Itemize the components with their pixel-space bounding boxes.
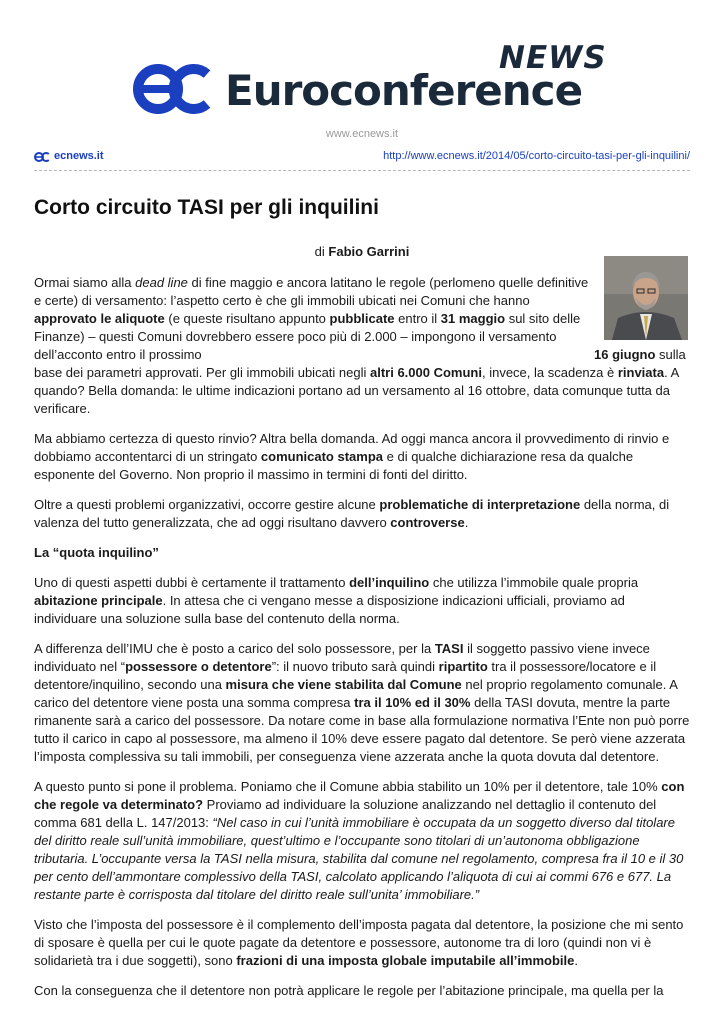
- paragraph-2: Ma abbiamo certezza di questo rinvio? Altra bella domanda. Ad oggi manca ancora il provvedimento di rinvio e dobbiamo accontentarci di un stringato comunicato stampa e di qualche dichiarazione resa da qualche esponente del Governo. Non proprio il massimo in termini di fonti del diritto.: [34, 431, 670, 482]
- logo-wordmark: Euroconference: [225, 66, 583, 115]
- paragraph-3: Oltre a questi problemi organizzativi, occorre gestire alcune problematiche di interpretazione della norma, di valenza del tutto generalizzata, che ad oggi risultano davvero controverse.: [34, 497, 670, 530]
- source-bar: [34, 150, 690, 166]
- article-url-link[interactable]: http://www.ecnews.it/2014/05/corto-circuito-tasi-per-gli-inquilini/: [383, 150, 690, 162]
- author-name: Fabio Garrini: [328, 244, 410, 259]
- ec-logo-icon: [133, 60, 213, 118]
- dashed-divider: [34, 170, 690, 171]
- paragraph-5: A differenza dell’IMU che è posto a carico del solo possessore, per la TASI il soggetto passivo viene invece individuato nel “possessore o detentore”: il nuovo tributo sarà quindi ripartito tra il possessore/locatore e il detentore/inquilino, secondo una misura che viene stabilita dal Comune nel proprio regolamento comunale. A carico del detentore viene posta una somma compresa tra il 10% ed il 30% della TASI dovuta, mentre la parte rimanente sarà a carico del possessore. Da notare come in base alla formulazione normativa l’Ente non può porre tutto il carico in capo al possessore, ma almeno il 10% deve essere pagato dal detentore. Se però viene azzerata l’imposta complessiva su tali immobili, per conseguenza viene azzerata anche la quota dovuta dal detentore.: [34, 641, 690, 764]
- section-heading: La “quota inquilino”: [34, 545, 159, 560]
- brand-link[interactable]: ecnews.it: [54, 150, 104, 162]
- logo-news-text: NEWS: [499, 40, 607, 76]
- paragraph-8: Con la conseguenza che il detentore non potrà applicare le regole per l’abitazione principale, ma quella per la: [34, 983, 664, 998]
- paragraph-4: Uno di questi aspetti dubbi è certamente il trattamento dell’inquilino che utilizza l’immobile quale propria abitazione principale. In attesa che ci vengano messe a disposizione indicazioni ufficiali, proviamo ad individuare una soluzione sulla base del contenuto della norma.: [34, 575, 639, 626]
- article-body: [34, 274, 690, 1012]
- euroconference-news-logo: [133, 40, 607, 116]
- byline-prefix: di: [314, 244, 329, 259]
- article-title: Corto circuito TASI per gli inquilini: [34, 196, 379, 219]
- paragraph-1: Ormai siamo alla dead line di fine maggio e ancora latitano le regole (perlomeno quelle definitive e certe) di versamento: l’aspetto certo è che gli immobili ubicati nei Comuni che hanno approvato le aliquote (e queste risultano appunto pubblicate entro il 31 maggio sul sito delle Finanze) – questi Comuni dovrebbero essere poco più di 2.000 – impongono il versamento dell’acconto entro il prossimo 16 giugno sulla base dei parametri approvati. Per gli immobili ubicati negli altri 6.000 Comuni, invece, la scadenza è rinviata. A quando? Bella domanda: le ultime indicazioni portano ad un versamento al 16 ottobre, data comunque tutta da verificare.: [34, 275, 686, 416]
- ec-small-logo-icon: [34, 151, 50, 163]
- paragraph-6: A questo punto si pone il problema. Poniamo che il Comune abbia stabilito un 10% per il detentore, tale 10% con che regole va determinato? Proviamo ad individuare la soluzione analizzando nel dettaglio il contenuto del comma 681 della L. 147/2013: “Nel caso in cui l’unità immobiliare è occupata da un soggetto diverso dal titolare del diritto reale sull’unità immobiliare, quest’ultimo e l’occupante sono titolari di un’autonoma obbligazione tributaria. L’occupante versa la TASI nella misura, stabilita dal comune nel regolamento, compresa fra il 10 e il 30 per cento dell’ammontare complessivo della TASI, calcolato applicando l’aliquota di cui ai commi 676 e 677. La restante parte è corrisposta dal titolare del diritto reale sull’unita’ immobiliare.”: [34, 779, 685, 902]
- site-url[interactable]: www.ecnews.it: [325, 128, 399, 140]
- paragraph-7: Visto che l’imposta del possessore è il complemento dell’imposta pagata dal detentore, la posizione che mi sento di sposare è quella per cui le quote pagate da detentore e possessore, autonome tra di loro (quindi non vi è solidarietà tra i due soggetti), sono frazioni di una imposta globale imputabile all’immobile.: [34, 917, 684, 968]
